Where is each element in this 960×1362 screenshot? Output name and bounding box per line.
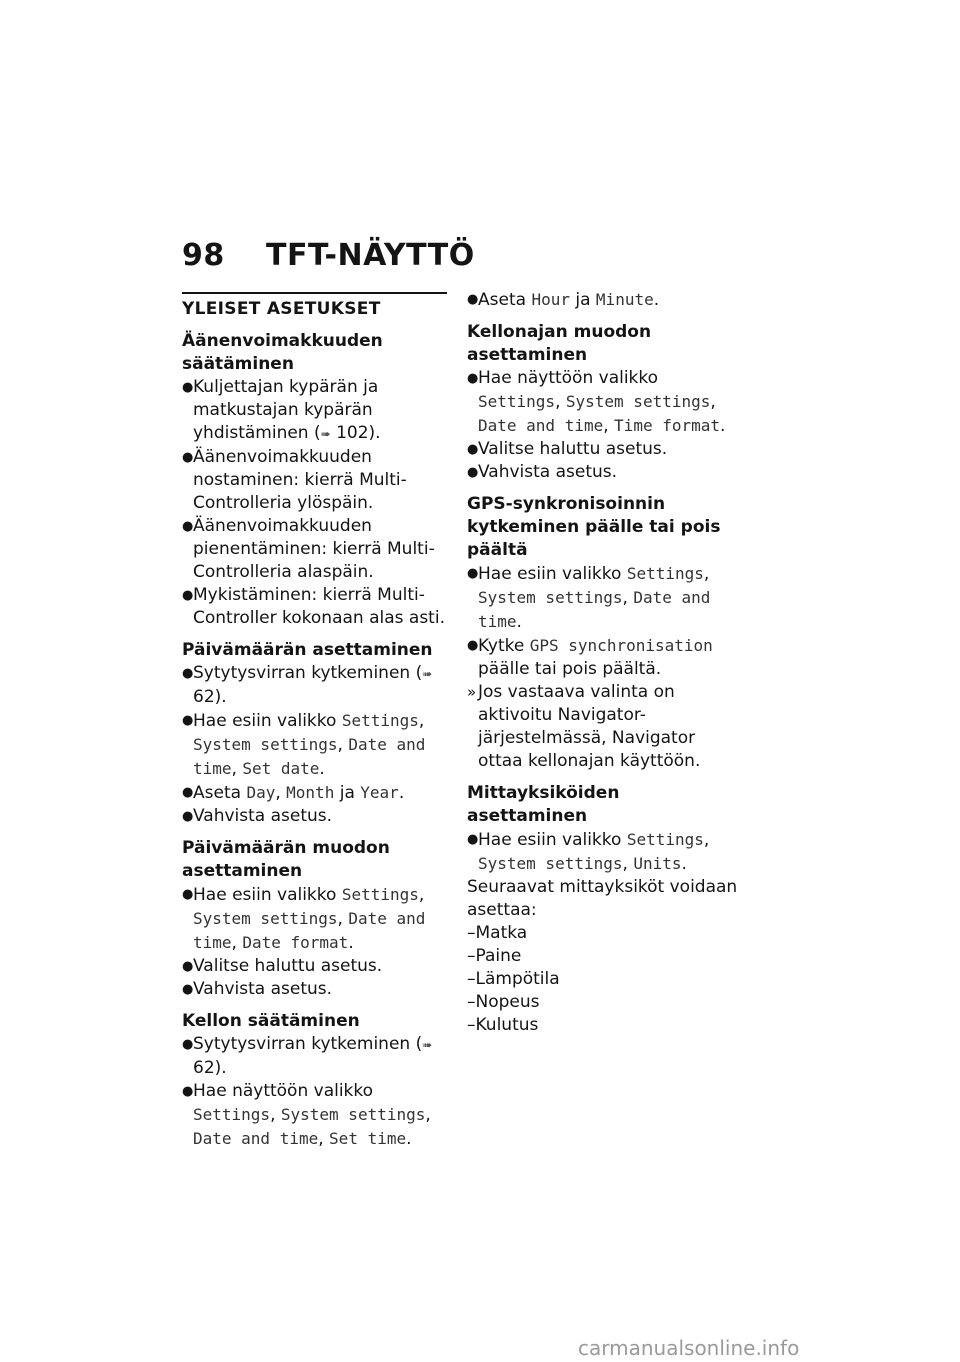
menu-path: Month (286, 783, 335, 802)
menu-path: Set date (242, 759, 320, 778)
page-reference-arrow-icon: ➠ (422, 1038, 433, 1052)
list-item: ● Vahvista asetus. (182, 979, 333, 999)
menu-path: Date and time (193, 735, 426, 778)
page-reference: 102 (336, 423, 369, 443)
time-format-heading: Kellonajan muodon asettaminen (467, 322, 652, 365)
list-item: ● Aseta Hour ja Minute. (467, 290, 660, 310)
list-item: ● Hae esiin valikko Settings, System settings, Date and time. (467, 564, 711, 632)
list-item: ● Vahvista asetus. (467, 462, 618, 482)
menu-path: System settings (280, 1105, 426, 1124)
list-item: ● Hae esiin valikko Settings, System settings, Date and time, Date format. (182, 885, 426, 953)
bullet-icon: ● (467, 371, 479, 386)
menu-path: System settings (478, 588, 623, 607)
unit-item: –Matka (467, 923, 528, 943)
bullet-icon: ● (182, 809, 194, 824)
list-item: ● Kuljettajan kypärän ja matkustajan kypärän yhdistäminen (➠ 102). (182, 377, 381, 443)
list-item: ● Sytytysvirran kytkeminen (➠ 62). (182, 1034, 433, 1078)
unit-item: –Kulutus (467, 1015, 539, 1035)
menu-path: Settings (341, 711, 419, 730)
page-header (182, 238, 475, 273)
bullet-icon: ● (467, 292, 479, 307)
bullet-icon: ● (467, 638, 479, 653)
list-item: ● Hae esiin valikko Settings, System settings, Units. (467, 830, 710, 874)
menu-path: GPS synchronisation (529, 636, 713, 655)
page-number: 98 (182, 238, 225, 273)
menu-path: Settings (193, 1105, 271, 1124)
list-item: ● Kytke GPS synchronisation päälle tai pois päältä. (467, 636, 713, 679)
bullet-icon: ● (182, 519, 194, 534)
left-column (182, 292, 447, 1151)
bullet-icon: ● (182, 1084, 194, 1099)
menu-path: Date and time (193, 1129, 319, 1148)
menu-path: Set time (329, 1129, 407, 1148)
menu-path: System settings (193, 735, 338, 754)
bullet-icon: ● (182, 982, 194, 997)
page-reference: 62 (193, 687, 215, 707)
menu-path: Day (246, 783, 276, 802)
date-heading: Päivämäärän asettaminen (182, 640, 433, 660)
unit-item: –Lämpötila (467, 969, 560, 989)
menu-path: Hour (531, 290, 570, 309)
watermark: carmanualsonline.info (578, 1336, 800, 1360)
menu-path: Settings (626, 564, 704, 583)
list-item: ● Hae näyttöön valikko Settings, System settings, Date and time, Set time. (182, 1081, 431, 1149)
menu-path: System settings (478, 854, 623, 873)
bullet-icon: ● (182, 588, 194, 603)
menu-path: Settings (478, 392, 556, 411)
bullet-icon: ● (182, 380, 194, 395)
chapter-title: TFT-NÄYTTÖ (266, 238, 475, 273)
list-item: ● Sytytysvirran kytkeminen (➠ 62). (182, 663, 433, 707)
menu-path: Settings (626, 830, 704, 849)
list-item: ● Hae näyttöön valikko Settings, System settings, Date and time, Time format. (467, 368, 726, 436)
menu-path: Settings (341, 885, 419, 904)
menu-path: System settings (565, 392, 711, 411)
bullet-icon: ● (182, 959, 194, 974)
result-arrow-icon: » (467, 683, 477, 701)
unit-item: –Paine (467, 946, 522, 966)
clock-heading: Kellon säätäminen (182, 1011, 360, 1031)
menu-path: Date and time (478, 588, 711, 631)
bullet-icon: ● (182, 887, 194, 902)
menu-path: Date and time (478, 416, 604, 435)
volume-heading: Äänenvoimakkuuden säätäminen (182, 331, 383, 374)
list-item: ● Valitse haluttu asetus. (467, 439, 668, 459)
page-reference-arrow-icon: ➠ (320, 427, 331, 441)
units-heading: Mittayksiköiden asettaminen (467, 783, 620, 826)
bullet-icon: ● (467, 832, 479, 847)
list-item: ● Vahvista asetus. (182, 806, 333, 826)
page-reference-arrow-icon: ➠ (422, 667, 433, 681)
menu-path: Date and time (193, 909, 426, 952)
menu-path: Time format (614, 416, 721, 435)
list-item: ● Aseta Day, Month ja Year. (182, 783, 405, 803)
gps-heading: GPS-synkronisoinnin kytkeminen päälle tai pois päältä (467, 494, 721, 560)
units-intro: Seuraavat mittayksiköt voidaan asettaa: (467, 877, 738, 920)
menu-path: System settings (193, 909, 338, 928)
unit-item: –Nopeus (467, 992, 540, 1012)
bullet-icon: ● (182, 450, 194, 465)
menu-path: Year (360, 783, 399, 802)
list-item: ● Valitse haluttu asetus. (182, 956, 383, 976)
right-column (467, 288, 742, 1037)
bullet-icon: ● (182, 785, 194, 800)
menu-path: Minute (595, 290, 654, 309)
list-item: ● Äänenvoimakkuuden pienentäminen: kierrä Multi-Controlleria alaspäin. (182, 516, 435, 582)
menu-path: Units (633, 854, 682, 873)
page-reference: 62 (193, 1058, 215, 1078)
date-format-heading: Päivämäärän muodon asettaminen (182, 838, 390, 881)
menu-path: Date format (242, 933, 349, 952)
list-item: ● Äänenvoimakkuuden nostaminen: kierrä Multi-Controlleria ylöspäin. (182, 447, 407, 513)
bullet-icon: ● (182, 666, 194, 681)
bullet-icon: ● (467, 442, 479, 457)
bullet-icon: ● (182, 713, 194, 728)
section-title: YLEISET ASETUKSET (182, 299, 381, 319)
bullet-icon: ● (467, 566, 479, 581)
bullet-icon: ● (467, 465, 479, 480)
result-item: » Jos vastaava valinta on aktivoitu Navigator-järjestelmässä, Navigator ottaa kellonajan käyttöön. (467, 682, 701, 771)
list-item: ● Hae esiin valikko Settings, System settings, Date and time, Set date. (182, 711, 426, 779)
bullet-icon: ● (182, 1037, 194, 1052)
list-item: ● Mykistäminen: kierrä Multi-Controller kokonaan alas asti. (182, 585, 445, 628)
